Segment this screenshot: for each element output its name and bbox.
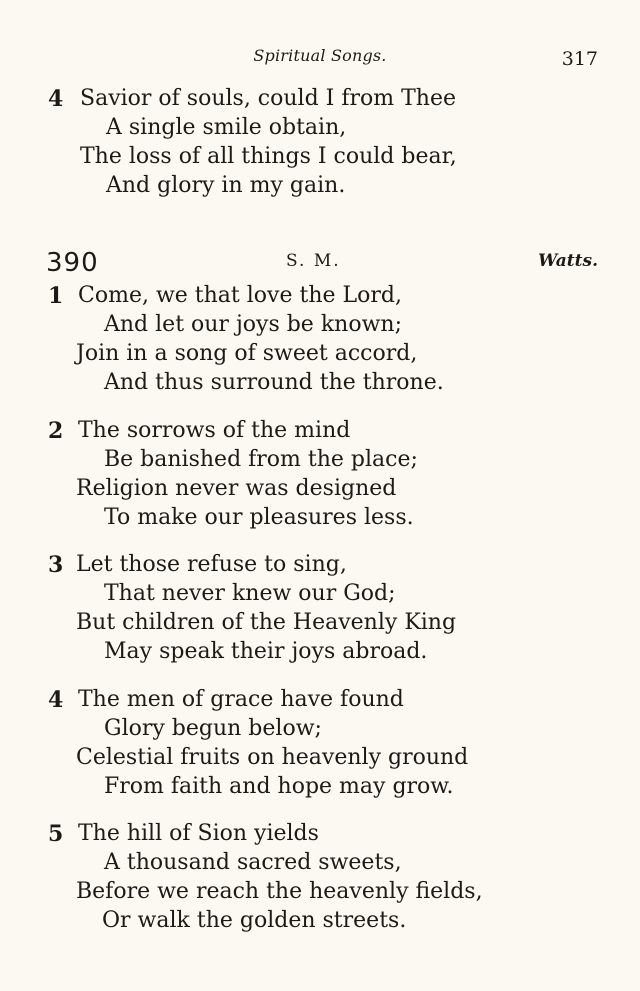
stanza-line: But children of the Heavenly King (76, 610, 457, 635)
stanza-line: That never knew our God; (104, 581, 396, 606)
stanza-line: Or walk the golden streets. (102, 908, 407, 933)
page-number: 317 (561, 48, 598, 70)
stanza-line: Celestial fruits on heavenly ground (76, 745, 469, 770)
stanza-line: Be banished from the place; (104, 447, 418, 472)
stanza-line: And glory in my gain. (106, 173, 346, 198)
stanza-line: Let those refuse to sing, (76, 552, 347, 577)
hymn-number: 390 (46, 248, 99, 278)
stanza-line: The sorrows of the mind (78, 418, 351, 443)
stanza-number: 4 (48, 86, 64, 112)
stanza-line: A single smile obtain, (106, 115, 347, 140)
hymn-meter: S. M. (286, 251, 341, 271)
stanza-line: Glory begun below; (104, 716, 322, 741)
stanza-line: The loss of all things I could bear, (80, 144, 457, 169)
stanza-line: The hill of Sion yields (78, 821, 319, 846)
stanza-line: From faith and hope may grow. (104, 774, 454, 799)
stanza-number: 3 (48, 552, 64, 578)
running-title: Spiritual Songs. (253, 46, 387, 65)
stanza-line: Before we reach the heavenly fields, (76, 879, 483, 904)
stanza-number: 1 (48, 283, 64, 309)
stanza-line: Religion never was designed (76, 476, 397, 501)
stanza-line: And let our joys be known; (104, 312, 402, 337)
hymn-composer: Watts. (538, 251, 598, 271)
stanza-line: And thus surround the throne. (104, 370, 444, 395)
stanza-line: Join in a song of sweet accord, (76, 341, 418, 366)
stanza-line: The men of grace have found (78, 687, 404, 712)
stanza-line: A thousand sacred sweets, (104, 850, 402, 875)
hymn-header (0, 248, 640, 278)
stanza-number: 2 (48, 418, 64, 444)
stanza-line: Savior of souls, could I from Thee (80, 86, 456, 111)
stanza-number: 5 (48, 821, 64, 847)
stanza-number: 4 (48, 687, 64, 713)
stanza-line: Come, we that love the Lord, (78, 283, 402, 308)
stanza-line: May speak their joys abroad. (104, 639, 428, 664)
stanza-line: To make our pleasures less. (104, 505, 414, 530)
